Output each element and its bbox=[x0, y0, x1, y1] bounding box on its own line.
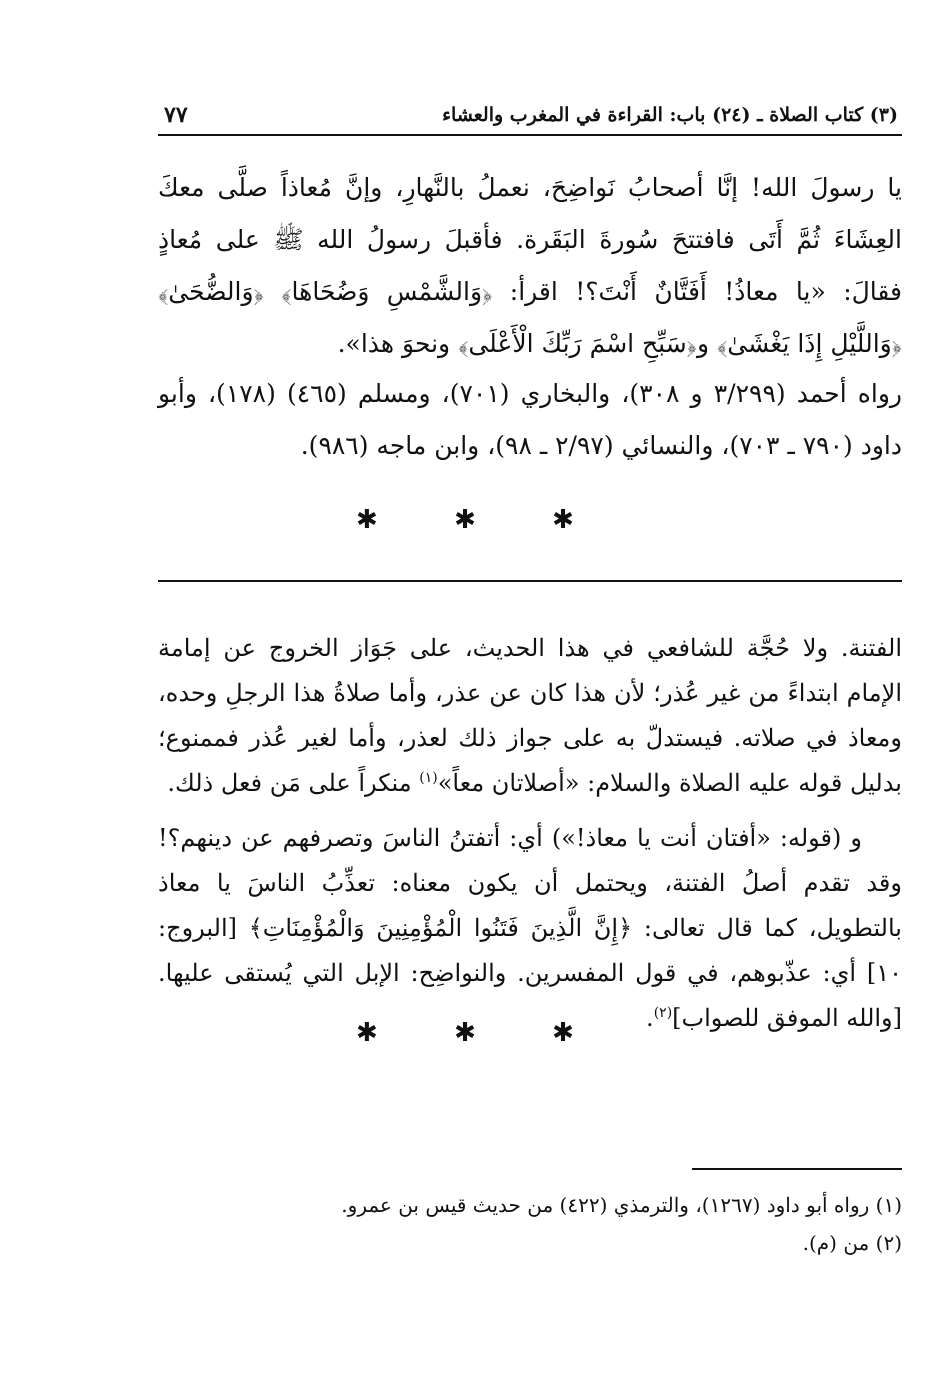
star-icon: ✱ bbox=[552, 1018, 574, 1048]
hadith-paragraph: يا رسولَ الله! إنَّا أصحابُ نَواضِحَ، نعملُ بالنَّهارِ، وإنَّ مُعاذاً صلَّى معكَ العِشَاءَ ثُمَّ أَتَى فافتتحَ سُورةَ البَقَرة. فأقبلَ رسولُ الله ﷺ على مُعاذٍ فقالَ: «يا معاذُ! أَفَتَّانٌ أَنْتَ؟! اقرأ: ﴿وَالشَّمْسِ وَضُحَاهَا﴾ ﴿وَالضُّحَىٰ﴾ ﴿وَاللَّيْلِ إِذَا يَغْشَىٰ﴾ و﴿سَبِّحِ اسْمَ رَبِّكَ الْأَعْلَى﴾ ونحوَ هذا». bbox=[158, 173, 902, 358]
star-icon: ✱ bbox=[552, 505, 574, 535]
hadith-text-block bbox=[158, 162, 902, 370]
commentary-paragraph-2 bbox=[158, 816, 902, 1041]
page-header bbox=[158, 100, 902, 136]
star-icon: ✱ bbox=[454, 1018, 476, 1048]
hadith-sources-block bbox=[158, 368, 902, 472]
section-separator-stars bbox=[0, 1018, 930, 1048]
commentary-block bbox=[158, 626, 902, 1041]
section-separator-stars bbox=[0, 505, 930, 535]
star-icon: ✱ bbox=[454, 505, 476, 535]
star-icon: ✱ bbox=[356, 505, 378, 535]
footnote-1: (١) رواه أبو داود (١٢٦٧)، والترمذي (٤٢٢) من حديث قيس بن عمرو. bbox=[341, 1193, 902, 1217]
commentary-text-1-tail: منكراً على مَن فعل ذلك. bbox=[167, 769, 420, 797]
sources-paragraph: رواه أحمد (٣/٢٩٩ و ٣٠٨)، والبخاري (٧٠١)، ومسلم (٤٦٥) (١٧٨)، وأبو داود (٧٩٠ ـ ٧٠٣)، والنسائي (٢/٩٧ ـ ٩٨)، وابن ماجه (٩٨٦). bbox=[158, 379, 902, 460]
commentary-text-2: و (قوله: «أفتان أنت يا معاذ!») أي: أتفتنُ الناسَ وتصرفهم عن دينهم؟! وقد تقدم أصلُ الفتنة، ويحتمل أن يكون معناه: تعذِّبُ الناسَ يا معاذ بالتطويل، كما قال تعالى: ﴿إِنَّ الَّذِينَ فَتَنُوا الْمُؤْمِنِينَ وَالْمُؤْمِنَاتِ﴾ [البروج: ١٠] أي: عذّبوهم، في قول المفسرين. والنواضِح: الإبل التي يُستقى عليها. [والله الموفق للصواب] bbox=[158, 824, 902, 1032]
text-commentary-divider bbox=[158, 580, 902, 582]
footnotes-block bbox=[158, 1186, 902, 1262]
page-number: ٧٧ bbox=[164, 102, 188, 128]
star-icon: ✱ bbox=[356, 1018, 378, 1048]
commentary-text-1: الفتنة. ولا حُجَّة للشافعي في هذا الحديث، على جَوَاز الخروج عن إمامة الإمام ابتداءً من غير عُذر؛ لأن هذا كان عن عذر، وأما صلاةُ هذا الرجلِ وحده، ومعاذ في صلاته. فيستدلّ به على جواز ذلك لعذر، وأما لغير عُذر فممنوع؛ بدليل قوله عليه الصلاة والسلام: «أصلاتان معاً» bbox=[158, 634, 902, 797]
commentary-text-2-tail: . bbox=[646, 1004, 654, 1032]
footnote-divider bbox=[692, 1168, 902, 1170]
footnote-ref-1: (١) bbox=[419, 770, 438, 786]
running-head: (٣) كتاب الصلاة ـ (٢٤) باب: القراءة في المغرب والعشاء bbox=[442, 104, 898, 126]
footnote-2: (٢) من (م). bbox=[802, 1231, 902, 1255]
footnote-ref-2: (٢) bbox=[653, 1005, 673, 1021]
commentary-paragraph-1 bbox=[158, 626, 902, 806]
